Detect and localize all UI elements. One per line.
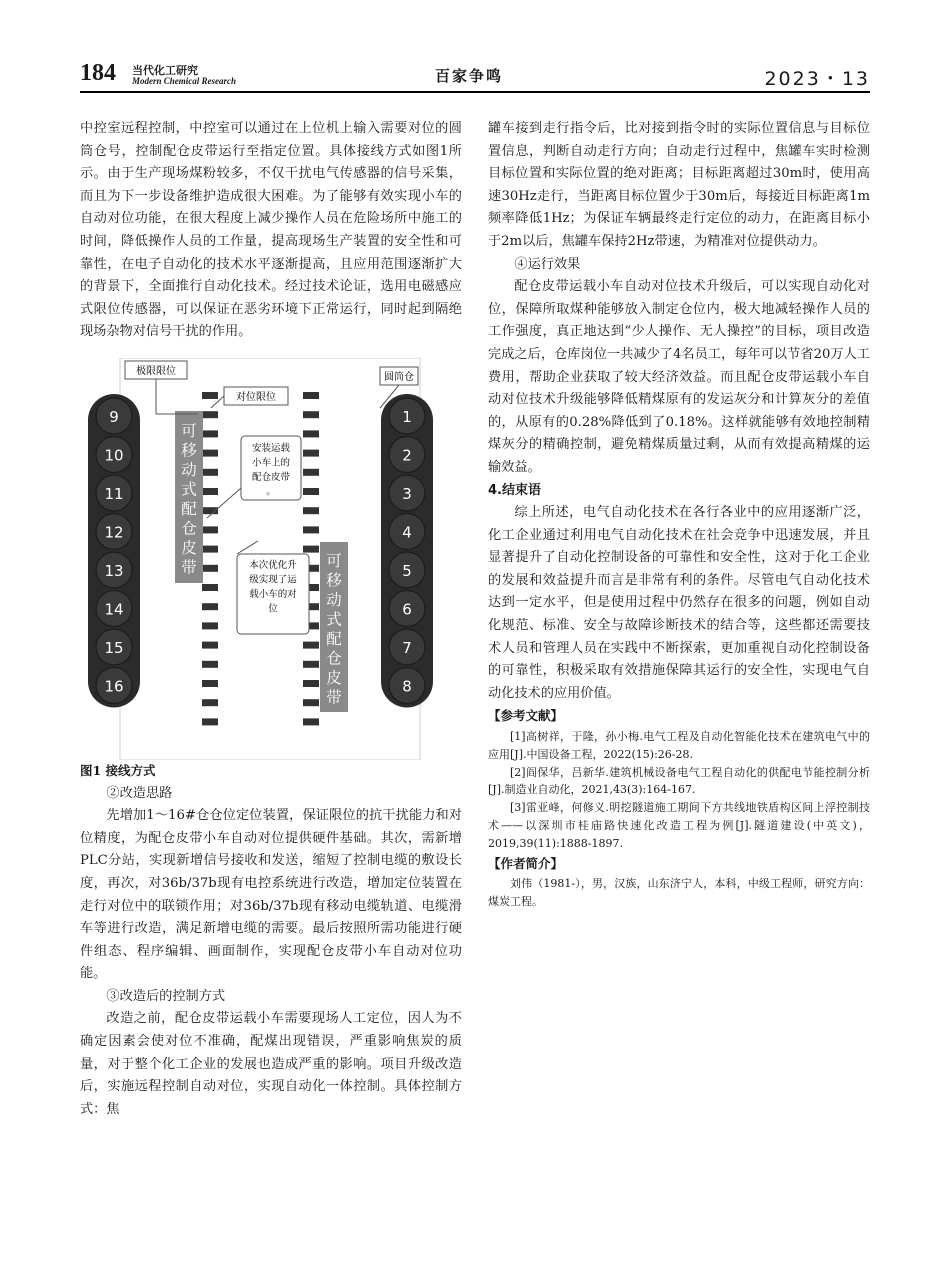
limit-marker bbox=[303, 546, 319, 553]
limit-marker bbox=[303, 680, 319, 687]
belt-char: 动 bbox=[181, 460, 197, 479]
body-paragraph: 中控室远程控制，中控室可以通过在上位机上输入需要对位的圆筒仓号，控制配仓皮带运行至指定位置。具体接线方式如图1所示。由于生产现场煤粉较多，不仅干扰电气传感器的信号采集，而且为下一步设备维护造成很大困难。为了能够有效实现小车的自动对位功能，在很大程度上减少操作人员在危险场所中施工的时间，降低操作人员的工作量，提高现场生产装置的安全性和可靠性，在电子自动化的技术水平逐渐提高，且应用范围逐渐扩大的背景下，全面推行自动化技术。经过技术论证，选用电磁感应式限位传感器，可以保证在恶劣环境下正常运行，同时起到隔绝现场杂物对信号干扰的作用。 bbox=[80, 121, 462, 340]
belt-char: 移 bbox=[181, 441, 197, 460]
right-silo-column bbox=[381, 394, 433, 708]
limit-marker bbox=[303, 507, 319, 514]
body-paragraph: 改造之前，配仓皮带运载小车需要现场人工定位，因人为不确定因素会使对位不准确，配煤出现错误，严重影响焦炭的质量，对于整个化工企业的发展也造成严重的影响。项目升级改造后，实施远程控制自动对位，实现自动化一体控制。具体控制方式：焦 bbox=[80, 1011, 462, 1117]
limit-marker bbox=[303, 642, 319, 649]
silo-number-label: 12 bbox=[104, 523, 124, 542]
right-belt-label bbox=[326, 552, 342, 707]
journal-title-en: Modern Chemical Research bbox=[132, 76, 237, 86]
wiring-diagram bbox=[80, 358, 462, 760]
limit-marker bbox=[202, 642, 218, 649]
silo-number-label: 2 bbox=[402, 446, 412, 465]
page-header bbox=[80, 60, 870, 90]
limit-label: 极限限位 bbox=[136, 365, 176, 377]
callout-line: 本次优化升 bbox=[249, 559, 297, 571]
subsection-title: ④运行效果 bbox=[514, 256, 581, 272]
belt-char: 仓 bbox=[326, 649, 342, 668]
silo-number-label: 11 bbox=[104, 484, 124, 503]
belt-char: 带 bbox=[326, 688, 342, 707]
subsection-title: ②改造思路 bbox=[106, 785, 173, 801]
limit-marker bbox=[202, 661, 218, 668]
belt-char: 配 bbox=[181, 499, 197, 518]
journal-title-cn: 当代化工研究 bbox=[132, 64, 198, 77]
belt-char: 配 bbox=[326, 629, 342, 648]
right-column bbox=[488, 118, 870, 911]
header-rule bbox=[80, 91, 870, 93]
silo-number-label: 8 bbox=[402, 677, 412, 696]
silo-number-label: 1 bbox=[402, 407, 412, 426]
body-paragraph: 综上所述，电气自动化技术在各行各业中的应用逐渐广泛，化工企业通过利用电气自动化技术在社会竞争中迅速发展，并且显著提升了自动化控制设备的可靠性和安全性，这对于化工企业的发展和效益提升而言是非常有利的条件。尽管电气自动化技术达到一定水平，但是使用过程中仍然存在很多的问题，例如自动化规范、标准、安全与故障诊断技术的结合等，这些都还需要技术人员和管理人员在实践中不断探索，更加重视自动化控制设备的可靠性，积极采取有效措施保障其运行的安全性，实现电气自动化技术的应用价值。 bbox=[488, 505, 870, 701]
silo-number-label: 16 bbox=[104, 677, 124, 696]
belt-char: 式 bbox=[326, 610, 342, 629]
limit-marker bbox=[303, 488, 319, 495]
body-paragraph: 配仓皮带运载小车自动对位技术升级后，可以实现自动化对位，保障所取煤种能够放入制定仓位内，极大地减轻操作人员的工作强度，真正地达到“少人操作、无人操控”的目标，项目改造完成之后，仓库岗位一共减少了4名员工，每年可以节省20万人工费用，帮助企业获取了较大经济效益。而且配仓皮带运载小车自动对位技术升级能够降低精煤原有的发运灰分和计算灰分的差值的，从原有的0.28%降低到了0.18%。这样就能够有效地控制精煤灰分的精确控制，避免精煤质量过剩，从而有效提高精煤的运输效益。 bbox=[488, 279, 870, 475]
limit-marker bbox=[303, 699, 319, 706]
left-column bbox=[80, 118, 462, 1121]
references-title: 【参考文献】 bbox=[488, 708, 564, 724]
belt-char: 仓 bbox=[181, 519, 197, 538]
callout-line: 。 bbox=[266, 486, 276, 498]
limit-marker bbox=[303, 411, 319, 418]
silo-number-label: 6 bbox=[402, 600, 412, 619]
limit-marker bbox=[202, 526, 218, 533]
limit-marker bbox=[202, 603, 218, 610]
limit-marker bbox=[202, 546, 218, 553]
limit-marker bbox=[202, 565, 218, 572]
limit-marker bbox=[202, 469, 218, 476]
limit-marker bbox=[202, 622, 218, 629]
reference-item: [2]阎保华，吕新华.建筑机械设备电气工程自动化的供配电节能控制分析[J].制造业自动化，2021,43(3):164-167. bbox=[488, 765, 870, 797]
body-paragraph: 罐车接到走行指令后，比对接到指令时的实际位置信息与目标位置信息，判断自动走行方向；自动走行过程中，焦罐车实时检测目标位置和实际位置的绝对距离；目标距离超过30m时，使用高速30Hz走行，当距离目标位置少于30m后，每接近目标距离1m频率降低1Hz；为保证车辆最终走行定位的动力，在距离目标小于2m以后，焦罐车保持2Hz带速，为精准对位提供动力。 bbox=[488, 121, 870, 249]
left-silo-column bbox=[88, 394, 140, 708]
limit-marker bbox=[202, 718, 218, 725]
issue-number: 2023・13 bbox=[764, 68, 870, 90]
limit-marker bbox=[202, 699, 218, 706]
silo-number-label: 15 bbox=[104, 638, 124, 657]
callout-line: 安装运载 bbox=[251, 442, 291, 454]
callout-line: 位 bbox=[268, 603, 278, 615]
limit-marker bbox=[202, 680, 218, 687]
silo-number-label: 10 bbox=[104, 446, 124, 465]
limit-marker bbox=[202, 392, 218, 399]
limit-marker bbox=[202, 488, 218, 495]
silo-number-label: 7 bbox=[402, 638, 412, 657]
silo-number-label: 9 bbox=[109, 407, 119, 426]
silo-number-label: 14 bbox=[104, 600, 124, 619]
limit-marker bbox=[303, 661, 319, 668]
belt-char: 皮 bbox=[326, 668, 342, 687]
author-bio-title: 【作者简介】 bbox=[488, 855, 564, 871]
limit-marker bbox=[303, 526, 319, 533]
callout-line: 载小车的对 bbox=[249, 588, 297, 600]
align-label: 对位限位 bbox=[236, 391, 276, 403]
limit-marker bbox=[303, 469, 319, 476]
callout-line: 配仓皮带 bbox=[251, 471, 291, 483]
reference-item: [1]高树祥，于隆，孙小梅.电气工程及自动化智能化技术在建筑电气中的应用[J].中国设备工程，2022(15):26-28. bbox=[488, 730, 870, 761]
figure-caption: 图1 接线方式 bbox=[80, 762, 156, 778]
author-bio: 刘伟（1981-），男，汉族，山东济宁人，本科，中级工程师，研究方向：煤炭工程。 bbox=[488, 877, 870, 908]
section-title: 百家争鸣 bbox=[435, 67, 504, 85]
limit-marker bbox=[202, 430, 218, 437]
limit-marker bbox=[202, 450, 218, 457]
belt-char: 可 bbox=[326, 551, 342, 570]
silo-number-label: 13 bbox=[104, 561, 124, 580]
belt-char: 带 bbox=[181, 558, 197, 577]
callout-line: 级实现了运 bbox=[249, 574, 297, 586]
body-paragraph: 先增加1～16#仓仓位定位装置，保证限位的抗干扰能力和对位精度，为配仓皮带小车自动对位提供硬件基础。其次，需新增PLC分站，实现新增信号接收和发送，缩短了控制电缆的敷设长度，再次，对36b/37b现有电控系统进行改造，增加定位装置在走行对位中的联锁作用；对36b/37b现有移动电缆轨道、电缆滑车等进行改造，满足新增电缆的需要。最后按照所需功能进行硬件组态、程序编辑、画面制作，实现配仓皮带小车自动对位功能。 bbox=[80, 808, 462, 982]
silo-label: 圆筒仓 bbox=[384, 371, 414, 383]
limit-marker bbox=[202, 411, 218, 418]
limit-marker bbox=[303, 718, 319, 725]
left-belt-label bbox=[181, 422, 197, 577]
subsection-title: ③改造后的控制方式 bbox=[106, 988, 226, 1004]
limit-marker bbox=[303, 450, 319, 457]
limit-marker bbox=[202, 584, 218, 591]
wiring-figure bbox=[80, 358, 462, 760]
silo-number-label: 5 bbox=[402, 561, 412, 580]
page-number: 184 bbox=[80, 60, 116, 86]
belt-char: 式 bbox=[181, 480, 197, 499]
limit-marker bbox=[303, 392, 319, 399]
callout-line: 小车上的 bbox=[251, 457, 291, 469]
belt-char: 动 bbox=[326, 590, 342, 609]
limit-marker bbox=[303, 430, 319, 437]
reference-item: [3]雷亚峰，何修义.明挖隧道施工期间下方共线地铁盾构区间上浮控制技术——以深圳市桂庙路快速化改造工程为例[J].隧道建设(中英文)，2019,39(11):1888-1897. bbox=[488, 801, 870, 850]
section-heading: 4.结束语 bbox=[488, 482, 541, 498]
belt-char: 皮 bbox=[181, 538, 197, 557]
silo-number-label: 3 bbox=[402, 484, 412, 503]
belt-char: 移 bbox=[326, 571, 342, 590]
silo-number-label: 4 bbox=[402, 523, 412, 542]
belt-char: 可 bbox=[181, 421, 197, 440]
